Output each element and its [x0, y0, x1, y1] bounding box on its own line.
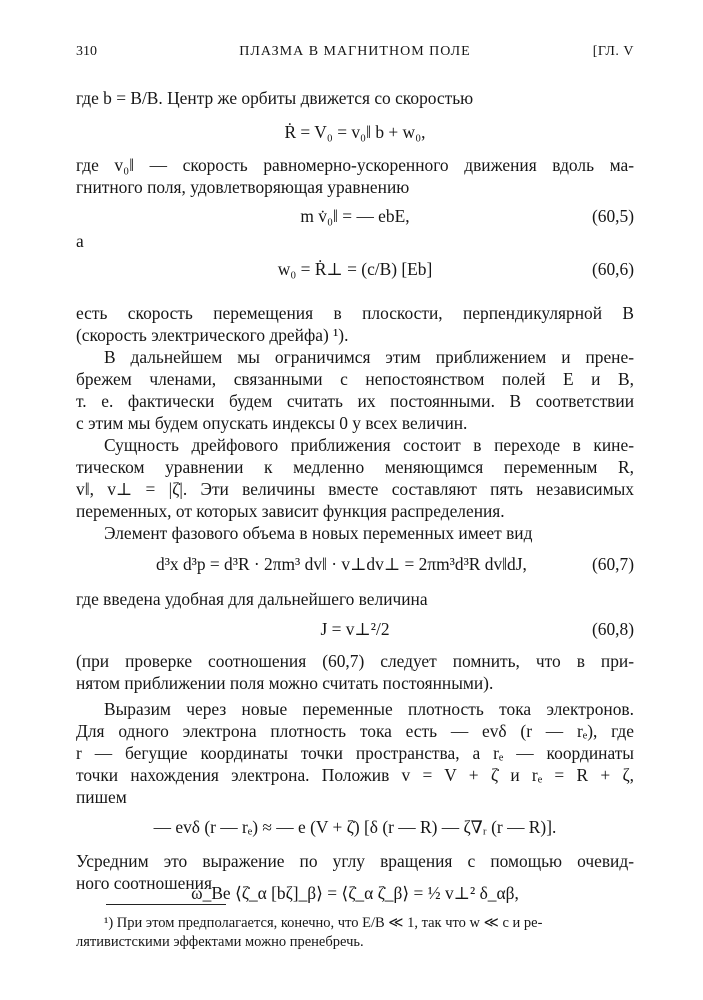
text-line: v‖, v⊥ = |ζ̇|. Эти величины вместе составляют пять независимых [76, 479, 634, 499]
text-line: т. е. фактически будем считать их постоянными. В соответствии [76, 391, 634, 411]
text-line: где введена удобная для дальнейшего величина [76, 589, 428, 609]
equation-number: (60,7) [591, 554, 634, 574]
text-line: (скорость электрического дрейфа) ¹). [76, 325, 349, 345]
footnote-divider [106, 904, 226, 905]
equation-body: ω_Be ⟨ζ̇_α [bζ]_β⟩ = ⟨ζ̇_α ζ̇_β⟩ = ½ v⊥² δ_αβ, [191, 883, 519, 903]
equation-body: Ṙ = V₀ = v₀‖ b + w₀, [284, 122, 426, 142]
text-line: тическом уравнении к медленно меняющимся переменным R, [76, 457, 634, 477]
equation-body: J = v⊥²/2 [320, 619, 390, 639]
equation-60-6 [76, 256, 634, 282]
footnote-line: лятивистскими эффектами можно пренебречь. [76, 934, 364, 950]
equation-bottom [76, 880, 634, 906]
equation [76, 119, 634, 145]
text-line: нятом приближении поля можно считать постоянными). [76, 673, 494, 693]
text-line: Выразим через новые переменные плотность тока электронов. [104, 699, 634, 719]
text-line: переменных, от которых зависит функция распределения. [76, 501, 505, 521]
text-line: Усредним это выражение по углу вращения с помощью очевид- [76, 851, 634, 871]
equation-body: m v̇₀‖ = — ebE, [300, 206, 410, 226]
text-line: ного соотношения [76, 873, 212, 893]
equation-60-7 [76, 551, 634, 577]
text-line: где b = B/B. Центр же орбиты движется со скоростью [76, 88, 474, 108]
text-line: с этим мы будем опускать индексы 0 у всех величин. [76, 413, 468, 433]
text-line: Сущность дрейфового приближения состоит в переходе в кине- [104, 435, 634, 455]
text-line: (при проверке соотношения (60,7) следует помнить, что в при- [76, 651, 634, 671]
equation-60-5 [76, 203, 634, 229]
text-line: а [76, 231, 84, 251]
text-line: брежем членами, связанными с непостоянством полей E и B, [76, 369, 634, 389]
text-line: гнитного поля, удовлетворяющая уравнению [76, 177, 410, 197]
text-line: точки нахождения электрона. Положив v = V + ζ̇ и rₑ = R + ζ, [76, 765, 634, 785]
equation-body: — evδ (r — rₑ) ≈ — e (V + ζ̇) [δ (r — R) — ζ∇ᵣ (r — R)]. [153, 817, 557, 837]
page-number: 310 [76, 44, 97, 59]
running-title: ПЛАЗМА В МАГНИТНОМ ПОЛЕ [239, 44, 471, 59]
text-line: пишем [76, 787, 127, 807]
page-header [76, 44, 634, 66]
chapter-label: [ГЛ. V [592, 44, 634, 59]
equation-body: d³x d³p = d³R · 2πm³ dv‖ · v⊥dv⊥ = 2πm³d³R dv‖dJ, [156, 554, 527, 574]
text-line: где v₀‖ — скорость равномерно-ускоренного движения вдоль ма- [76, 155, 634, 175]
equation [76, 814, 634, 840]
text-line: В дальнейшем мы ограничимся этим приближением и прене- [104, 347, 634, 367]
equation-number: (60,8) [591, 619, 634, 639]
text-line: r — бегущие координаты точки пространства, а rₑ — координаты [76, 743, 634, 763]
text-line: Элемент фазового объема в новых переменных имеет вид [104, 523, 533, 543]
footnote-line: ¹) При этом предполагается, конечно, что E/B ≪ 1, так что w ≪ c и ре- [104, 915, 543, 931]
equation-number: (60,5) [591, 206, 634, 226]
equation-body: w₀ = Ṙ⊥ = (c/B) [Eb] [277, 259, 433, 279]
text-line: Для одного электрона плотность тока есть — evδ (r — rₑ), где [76, 721, 634, 741]
equation-60-8 [76, 616, 634, 642]
equation-number: (60,6) [591, 259, 634, 279]
text-line: есть скорость перемещения в плоскости, перпендикулярной B [76, 303, 634, 323]
